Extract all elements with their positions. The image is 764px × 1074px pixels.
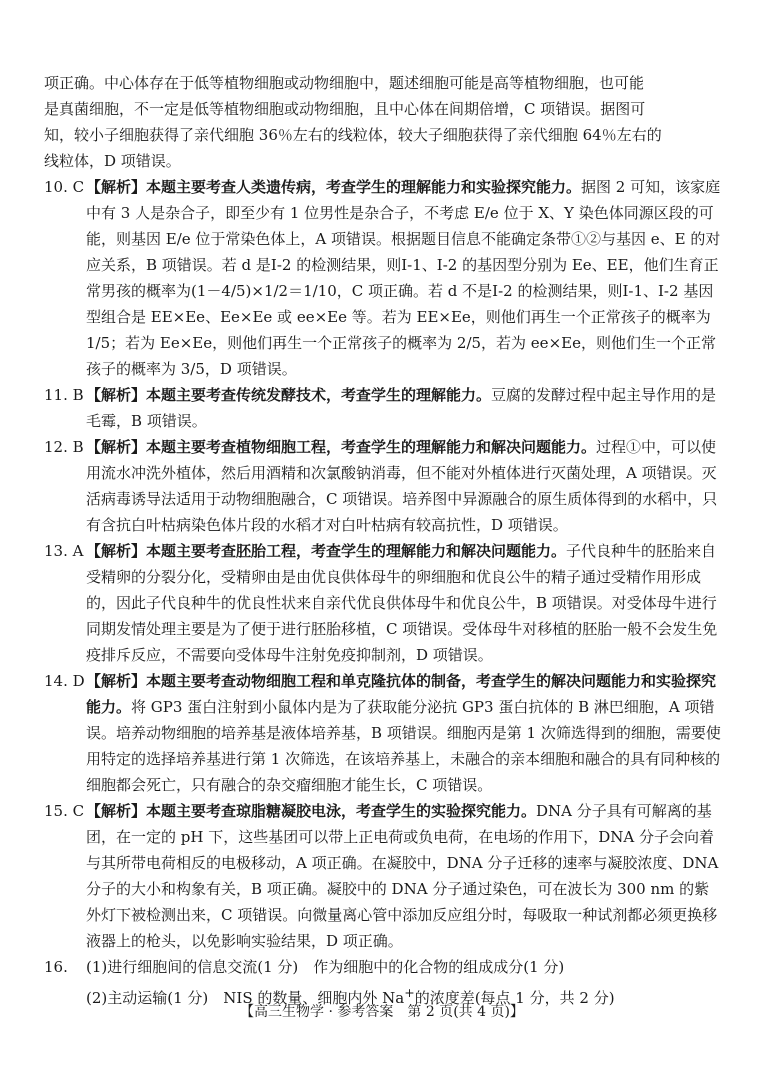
lead-text: 本题主要考查琼脂糖凝胶电泳，考查学生的实验探究能力。 bbox=[146, 802, 537, 820]
analysis-tag: 【解析】 bbox=[86, 438, 147, 456]
answer-item-16 bbox=[44, 954, 724, 980]
text-line: 项正确。中心体存在于低等植物细胞或动物细胞中，题述细胞可能是高等植物细胞，也可能 bbox=[44, 74, 645, 92]
body-text: 将 GP3 蛋白注射到小鼠体内是为了获取能分泌抗 GP3 蛋白抗体的 B 淋巴细胞，A 项错误。培养动物细胞的培养基是液体培养基，B 项错误。细胞丙是第 1 次筛选得到的细胞，需要使用特定的选择培养基进行第 1 次筛选，在该培养基上，未融合的亲本细胞和融合的具有同种核的细胞都会死亡，只有融合的杂交瘤细胞才能生长，C 项错误。 bbox=[86, 698, 721, 794]
answer-item-12 bbox=[44, 434, 724, 538]
item16-line2-a: (2)主动运输(1 分) NIS 的数量、细胞内外 Na bbox=[86, 989, 405, 1007]
item-number: 15. C bbox=[44, 802, 85, 820]
analysis-tag: 【解析】 bbox=[86, 802, 147, 820]
lead-text: 本题主要考查人类遗传病，考查学生的理解能力和实验探究能力。 bbox=[146, 178, 582, 196]
answer-item-14 bbox=[44, 668, 724, 798]
answer-item-15 bbox=[44, 798, 724, 954]
text-line: 知，较小子细胞获得了亲代细胞 36％左右的线粒体，较大子细胞获得了亲代细胞 64％左右的 bbox=[44, 126, 662, 144]
analysis-tag: 【解析】 bbox=[86, 178, 147, 196]
lead-text: 本题主要考查胚胎工程，考查学生的理解能力和解决问题能力。 bbox=[146, 542, 567, 560]
item-number: 16. bbox=[44, 958, 68, 976]
answer-item-10 bbox=[44, 174, 724, 382]
lead-text: 本题主要考查传统发酵技术，考查学生的理解能力。 bbox=[146, 386, 492, 404]
item-number: 14. D bbox=[44, 672, 85, 690]
body-text: 据图 2 可知，该家庭中有 3 人是杂合子，即至少有 1 位男性是杂合子，不考虑 E/e 位于 X、Y 染色体同源区段的可能，则基因 E/e 位于常染色体上，A 项错误。根据题目信息不能确定条带①②与基因 e、E 的对应关系，B 项错误。若 d 是Ⅰ-2 的检测结果，则Ⅰ-1、Ⅰ-2 的基因型分别为 Ee、EE，他们生育正常男孩的概率为(1－4/5)×1/2＝1/10，C 项正确。若 d 不是Ⅰ-2 的检测结果，则Ⅰ-1、Ⅰ-2 基因型组合是 EE×Ee、Ee×Ee 或 ee×Ee 等。若为 EE×Ee，则他们再生一个正常孩子的概率为 1/5；若为 Ee×Ee，则他们再生一个正常孩子的概率为 2/5，若为 ee×Ee，则他们生一个正常孩子的概率为 3/5，D 项错误。 bbox=[86, 178, 721, 378]
answer-content bbox=[44, 70, 724, 1011]
text-line: 是真菌细胞，不一定是低等植物细胞或动物细胞，且中心体在间期倍增，C 项错误。据图可 bbox=[44, 100, 646, 118]
body-text: 豆腐的发酵过程中起主导作用的是毛霉，B 项错误。 bbox=[86, 386, 717, 430]
item-number: 13. A bbox=[44, 542, 84, 560]
analysis-tag: 【解析】 bbox=[86, 542, 147, 560]
item-number: 10. C bbox=[44, 178, 85, 196]
body-text: 子代良种牛的胚胎来自受精卵的分裂分化，受精卵由是由优良供体母牛的卵细胞和优良公牛的精子通过受精作用形成的，因此子代良种牛的优良性状来自亲代优良供体母牛和优良公牛，B 项错误。对受体母牛进行同期发情处理主要是为了便于进行胚胎移植，C 项错误。受体母牛对移植的胚胎一般不会发生免疫排斥反应，不需要向受体母牛注射免疫抑制剂，D 项错误。 bbox=[86, 542, 718, 664]
intro-paragraph bbox=[44, 70, 724, 174]
lead-text: 本题主要考查植物细胞工程，考查学生的理解能力和解决问题能力。 bbox=[146, 438, 597, 456]
lead-text: 本题主要考查动物细胞工程和单克隆抗体的制备，考查学生的解决问题能力和实验探究能力。 bbox=[86, 672, 717, 716]
item16-line2-b: 的浓度差(每点 1 分，共 2 分) bbox=[414, 989, 615, 1007]
analysis-tag: 【解析】 bbox=[86, 672, 147, 690]
answer-item-13 bbox=[44, 538, 724, 668]
analysis-tag: 【解析】 bbox=[86, 386, 147, 404]
item16-line1: (1)进行细胞间的信息交流(1 分) 作为细胞中的化合物的组成成分(1 分) bbox=[86, 958, 565, 976]
item-number: 12. B bbox=[44, 438, 84, 456]
sodium-charge: + bbox=[404, 985, 415, 1000]
text-line: 线粒体，D 项错误。 bbox=[44, 152, 181, 170]
body-text: 过程①中，可以使用流水冲洗外植体，然后用酒精和次氯酸钠消毒，但不能对外植体进行灭菌处理，A 项错误。灭活病毒诱导法适用于动物细胞融合，C 项错误。培养图中异源融合的原生质体得到的水稻中，只有含抗白叶枯病染色体片段的水稻才对白叶枯病有较高抗性，D 项错误。 bbox=[86, 438, 718, 534]
body-text: DNA 分子具有可解离的基团，在一定的 pH 下，这些基团可以带上正电荷或负电荷，在电场的作用下，DNA 分子会向着与其所带电荷相反的电极移动，A 项正确。在凝胶中，DNA 分子迁移的速率与凝胶浓度、DNA 分子的大小和构象有关，B 项正确。凝胶中的 DNA 分子通过染色，可在波长为 300 nm 的紫外灯下被检测出来，C 项错误。向微量离心管中添加反应组分时，每吸取一种试剂都必须更换移液器上的枪头，以免影响实验结果，D 项正确。 bbox=[86, 802, 719, 950]
answer-item-11 bbox=[44, 382, 724, 434]
item-number: 11. B bbox=[44, 386, 84, 404]
page-footer: 【高三生物学 · 参考答案 第 2 页(共 4 页)】 bbox=[240, 1004, 524, 1020]
